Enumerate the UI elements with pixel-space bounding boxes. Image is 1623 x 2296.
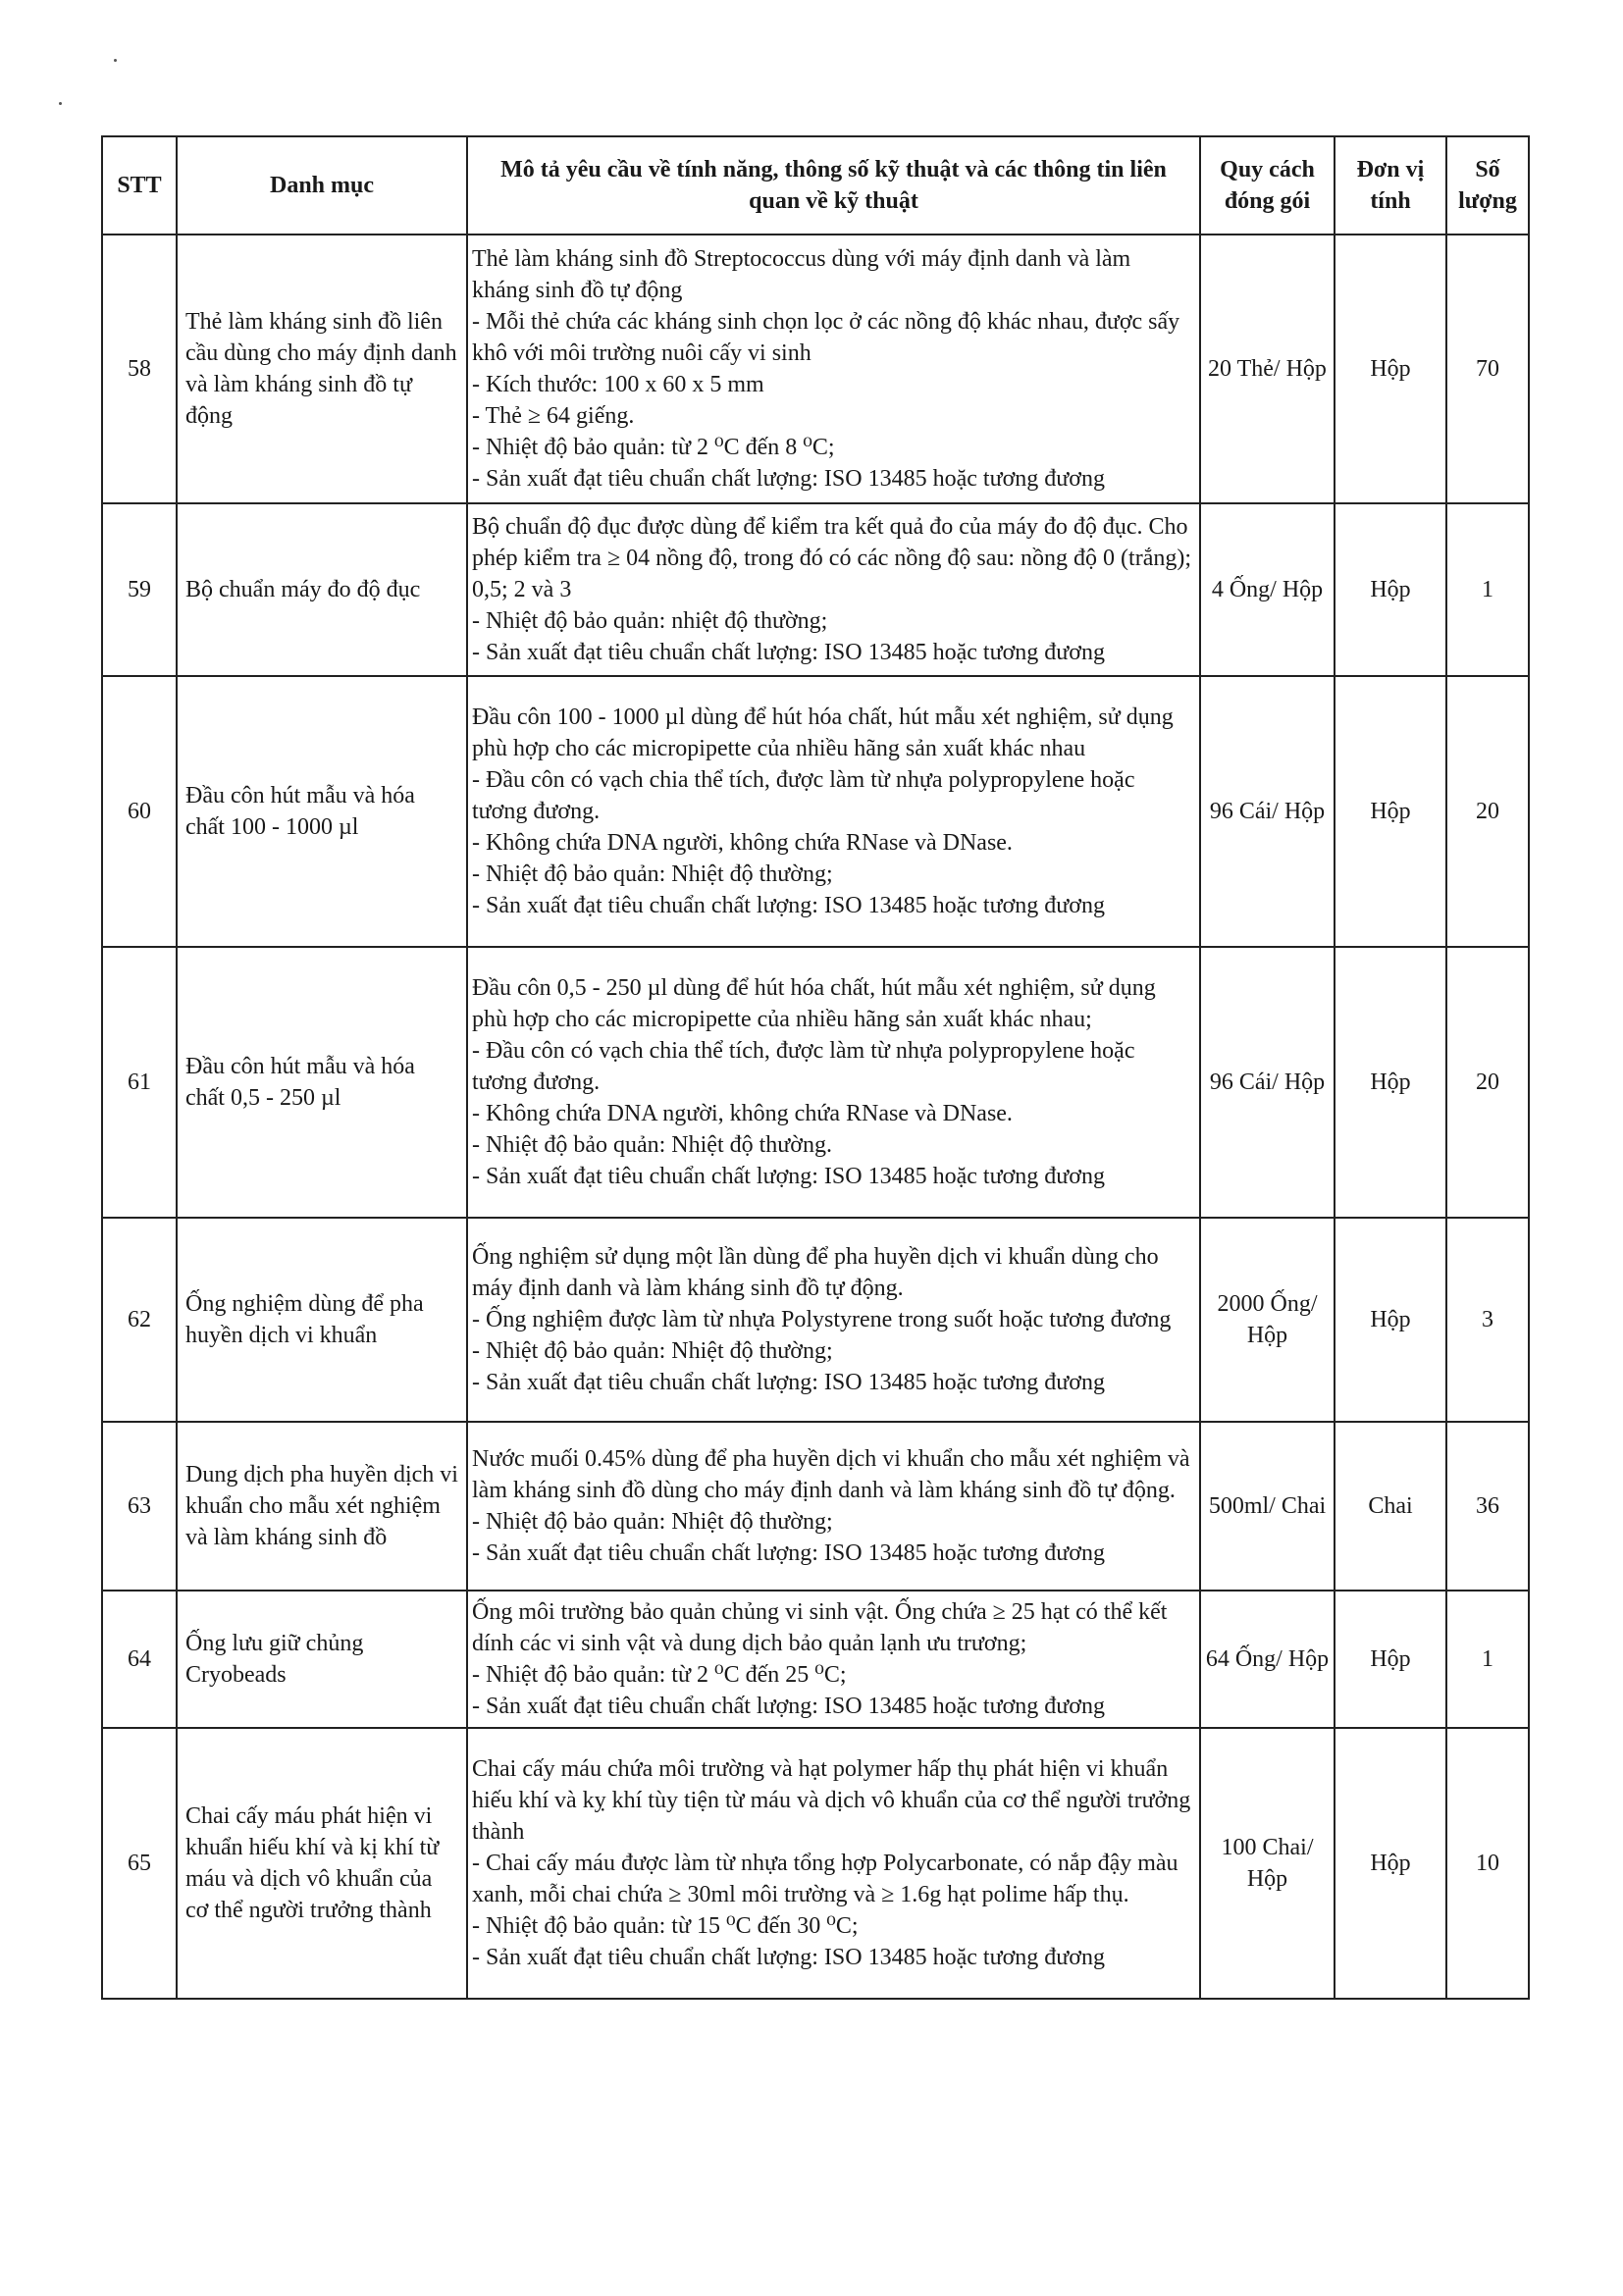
row-description (467, 1218, 1200, 1422)
table-row (102, 676, 1529, 947)
header-description: Mô tả yêu cầu về tính năng, thông số kỹ thuật và các thông tin liên quan về kỹ thuật (467, 136, 1200, 235)
description-line: - Đầu côn có vạch chia thể tích, được làm từ nhựa polypropylene hoặc tương đương. (472, 767, 1141, 824)
description-line: - Nhiệt độ bảo quản: từ 2 ⁰C đến 8 ⁰C; (472, 435, 835, 460)
description-line: Ống nghiệm sử dụng một lần dùng để pha huyền dịch vi khuẩn dùng cho máy định danh và làm kháng sinh đồ tự động. (472, 1244, 1165, 1301)
row-unit: Hộp (1335, 1218, 1446, 1422)
row-packaging: 500ml/ Chai (1200, 1422, 1335, 1591)
specification-table (101, 135, 1530, 2000)
row-packaging: 64 Ống/ Hộp (1200, 1591, 1335, 1728)
description-line: Bộ chuẩn độ đục được dùng để kiểm tra kết quả đo của máy đo độ đục. Cho phép kiểm tra ≥ 04 nồng độ, trong đó có các nồng độ sau: nồng độ 0 (trắng); 0,5; 2 và 3 (472, 514, 1198, 602)
description-line: - Nhiệt độ bảo quản: Nhiệt độ thường; (472, 1509, 833, 1535)
description-line: - Sản xuất đạt tiêu chuẩn chất lượng: ISO 13485 hoặc tương đương (472, 1370, 1105, 1395)
row-packaging: 96 Cái/ Hộp (1200, 676, 1335, 947)
row-stt: 59 (102, 503, 177, 676)
table-row (102, 1728, 1529, 1999)
table-row (102, 1591, 1529, 1728)
row-quantity: 70 (1446, 235, 1529, 503)
row-description (467, 947, 1200, 1218)
row-packaging: 96 Cái/ Hộp (1200, 947, 1335, 1218)
table-header-row (102, 136, 1529, 235)
description-line: - Nhiệt độ bảo quản: từ 15 ⁰C đến 30 ⁰C; (472, 1913, 859, 1939)
description-line: - Sản xuất đạt tiêu chuẩn chất lượng: ISO 13485 hoặc tương đương (472, 893, 1105, 918)
row-quantity: 3 (1446, 1218, 1529, 1422)
description-line: - Sản xuất đạt tiêu chuẩn chất lượng: ISO 13485 hoặc tương đương (472, 640, 1105, 665)
row-name: Thẻ làm kháng sinh đồ liên cầu dùng cho máy định danh và làm kháng sinh đồ tự động (177, 235, 467, 503)
table-row (102, 1218, 1529, 1422)
row-name: Chai cấy máu phát hiện vi khuẩn hiếu khí và kị khí từ máu và dịch vô khuẩn của cơ thể người trưởng thành (177, 1728, 467, 1999)
header-packaging: Quy cách đóng gói (1200, 136, 1335, 235)
row-description (467, 1728, 1200, 1999)
description-line: Đầu côn 100 - 1000 µl dùng để hút hóa chất, hút mẫu xét nghiệm, sử dụng phù hợp cho các micropipette của nhiều hãng sản xuất khác nhau (472, 704, 1179, 761)
row-stt: 61 (102, 947, 177, 1218)
table-row (102, 1422, 1529, 1591)
row-unit: Hộp (1335, 676, 1446, 947)
row-quantity: 1 (1446, 503, 1529, 676)
row-quantity: 20 (1446, 947, 1529, 1218)
row-packaging: 100 Chai/ Hộp (1200, 1728, 1335, 1999)
row-description (467, 503, 1200, 676)
row-name: Ống lưu giữ chủng Cryobeads (177, 1591, 467, 1728)
row-unit: Hộp (1335, 503, 1446, 676)
header-unit: Đơn vị tính (1335, 136, 1446, 235)
description-line: Thẻ làm kháng sinh đồ Streptococcus dùng với máy định danh và làm kháng sinh đồ tự động (472, 246, 1137, 303)
table-row (102, 503, 1529, 676)
description-line: - Không chứa DNA người, không chứa RNase và DNase. (472, 1101, 1013, 1126)
description-line: - Đầu côn có vạch chia thể tích, được làm từ nhựa polypropylene hoặc tương đương. (472, 1038, 1141, 1095)
description-line: - Nhiệt độ bảo quản: Nhiệt độ thường. (472, 1132, 832, 1158)
description-line: Nước muối 0.45% dùng để pha huyền dịch vi khuẩn cho mẫu xét nghiệm và làm kháng sinh đồ dùng cho máy định danh và làm kháng sinh đồ tự động. (472, 1446, 1196, 1503)
row-name: Ống nghiệm dùng để pha huyền dịch vi khuẩn (177, 1218, 467, 1422)
row-packaging: 4 Ống/ Hộp (1200, 503, 1335, 676)
description-line: - Sản xuất đạt tiêu chuẩn chất lượng: ISO 13485 hoặc tương đương (472, 1694, 1105, 1719)
scan-speck (59, 102, 62, 105)
description-line: - Sản xuất đạt tiêu chuẩn chất lượng: ISO 13485 hoặc tương đương (472, 466, 1105, 492)
row-stt: 64 (102, 1591, 177, 1728)
row-packaging: 20 Thẻ/ Hộp (1200, 235, 1335, 503)
row-name: Dung dịch pha huyền dịch vi khuẩn cho mẫu xét nghiệm và làm kháng sinh đồ (177, 1422, 467, 1591)
description-line: - Kích thước: 100 x 60 x 5 mm (472, 372, 764, 397)
description-line: - Mỗi thẻ chứa các kháng sinh chọn lọc ở các nồng độ khác nhau, được sấy khô với môi trường nuôi cấy vi sinh (472, 309, 1186, 366)
scan-speck (114, 59, 117, 62)
header-stt: STT (102, 136, 177, 235)
row-unit: Hộp (1335, 1728, 1446, 1999)
row-packaging: 2000 Ống/ Hộp (1200, 1218, 1335, 1422)
description-line: - Chai cấy máu được làm từ nhựa tổng hợp Polycarbonate, có nắp đậy màu xanh, mỗi chai chứa ≥ 30ml môi trường và ≥ 1.6g hạt polime hấp thụ. (472, 1851, 1184, 1907)
row-description (467, 1591, 1200, 1728)
description-line: - Nhiệt độ bảo quản: từ 2 ⁰C đến 25 ⁰C; (472, 1662, 847, 1688)
row-stt: 60 (102, 676, 177, 947)
row-stt: 63 (102, 1422, 177, 1591)
header-category: Danh mục (177, 136, 467, 235)
row-description (467, 1422, 1200, 1591)
table-row (102, 235, 1529, 503)
row-name: Đầu côn hút mẫu và hóa chất 100 - 1000 µl (177, 676, 467, 947)
row-name: Bộ chuẩn máy đo độ đục (177, 503, 467, 676)
row-description (467, 235, 1200, 503)
row-stt: 65 (102, 1728, 177, 1999)
table-row (102, 947, 1529, 1218)
description-line: Ống môi trường bảo quản chủng vi sinh vật. Ống chứa ≥ 25 hạt có thể kết dính các vi sinh vật và dung dịch bảo quản lạnh ưu trương; (472, 1599, 1174, 1656)
description-line: Chai cấy máu chứa môi trường và hạt polymer hấp thụ phát hiện vi khuẩn hiếu khí và kỵ khí tùy tiện từ máu và dịch vô khuẩn của cơ thể người trưởng thành (472, 1756, 1197, 1845)
description-line: - Không chứa DNA người, không chứa RNase và DNase. (472, 830, 1013, 856)
description-line: - Ống nghiệm được làm từ nhựa Polystyrene trong suốt hoặc tương đương (472, 1307, 1172, 1332)
description-line: Đầu côn 0,5 - 250 µl dùng để hút hóa chất, hút mẫu xét nghiệm, sử dụng phù hợp cho các micropipette của nhiều hãng sản xuất khác nhau; (472, 975, 1162, 1032)
row-unit: Hộp (1335, 235, 1446, 503)
row-quantity: 10 (1446, 1728, 1529, 1999)
row-stt: 58 (102, 235, 177, 503)
row-description (467, 676, 1200, 947)
row-unit: Chai (1335, 1422, 1446, 1591)
description-line: - Nhiệt độ bảo quản: nhiệt độ thường; (472, 608, 828, 634)
row-quantity: 20 (1446, 676, 1529, 947)
header-quantity: Số lượng (1446, 136, 1529, 235)
row-unit: Hộp (1335, 947, 1446, 1218)
row-name: Đầu côn hút mẫu và hóa chất 0,5 - 250 µl (177, 947, 467, 1218)
description-line: - Sản xuất đạt tiêu chuẩn chất lượng: ISO 13485 hoặc tương đương (472, 1945, 1105, 1970)
row-unit: Hộp (1335, 1591, 1446, 1728)
description-line: - Nhiệt độ bảo quản: Nhiệt độ thường; (472, 861, 833, 887)
description-line: - Sản xuất đạt tiêu chuẩn chất lượng: ISO 13485 hoặc tương đương (472, 1540, 1105, 1566)
row-quantity: 36 (1446, 1422, 1529, 1591)
description-line: - Thẻ ≥ 64 giếng. (472, 403, 635, 429)
description-line: - Sản xuất đạt tiêu chuẩn chất lượng: ISO 13485 hoặc tương đương (472, 1164, 1105, 1189)
row-stt: 62 (102, 1218, 177, 1422)
description-line: - Nhiệt độ bảo quản: Nhiệt độ thường; (472, 1338, 833, 1364)
row-quantity: 1 (1446, 1591, 1529, 1728)
